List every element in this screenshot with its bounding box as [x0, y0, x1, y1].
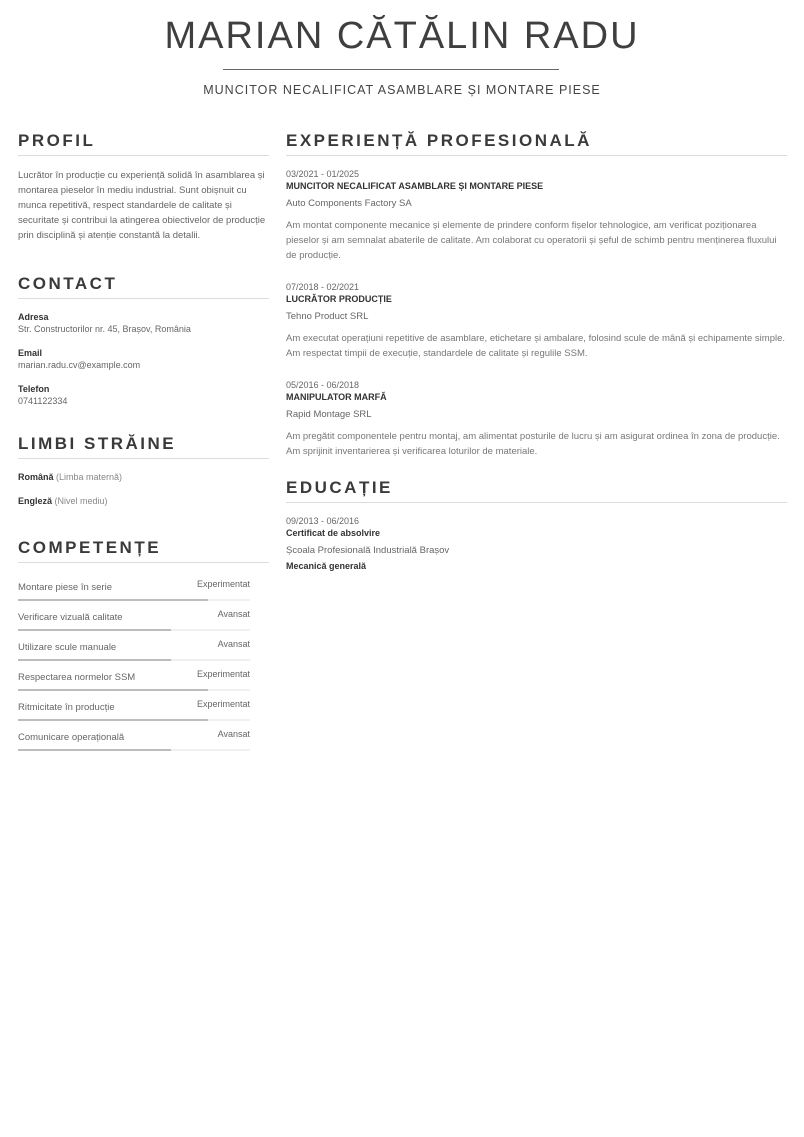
job-date: 07/2018 - 02/2021 — [286, 282, 360, 292]
profile-heading: PROFIL — [18, 130, 269, 156]
skill-level: Avansat — [217, 609, 250, 619]
skill-item — [18, 691, 250, 721]
experience-heading: EXPERIENȚĂ PROFESIONALĂ — [286, 130, 787, 156]
education-date: 09/2013 - 06/2016 — [286, 516, 360, 526]
contact-label: Email — [18, 348, 43, 358]
skill-item — [18, 721, 250, 751]
job-description: Am montat componente mecanice și elemente de prindere conform fișelor tehnologice, am verificat poziționarea pieselor și am semnalat abaterile de calitate. Am colaborat cu operatorii și șeful de schimb pentru menținerea fluxului de producție. — [286, 220, 777, 261]
candidate-name: MARIAN CĂTĂLIN RADU — [164, 15, 640, 57]
skill-name: Utilizare scule manuale — [18, 642, 117, 653]
contact-section — [18, 273, 269, 407]
job-description: Am pregătit componentele pentru montaj, am alimentat posturile de lucru și am asigurat ordinea în zona de producție. Am sprijinit inventarierea și verificarea loturilor de materiale. — [286, 431, 780, 457]
education-field: Mecanică generală — [286, 561, 367, 571]
job-date: 05/2016 - 06/2018 — [286, 380, 360, 390]
skill-name: Montare piese în serie — [18, 582, 112, 593]
skill-level: Experimentat — [196, 669, 250, 679]
job-date: 03/2021 - 01/2025 — [286, 169, 360, 179]
skill-name: Comunicare operațională — [18, 732, 125, 743]
skill-bar-track — [18, 749, 250, 751]
education-degree: Certificat de absolvire — [286, 528, 381, 538]
address-value: Str. Constructorilor nr. 45, Brașov, România — [18, 324, 191, 334]
skill-item — [18, 571, 250, 601]
job-description: Am executat operațiuni repetitive de asamblare, etichetare și ambalare, folosind scule de mână și echipamente simple. Am respectat timpii de execuție, standardele de calitate și regulile SSM. — [286, 333, 786, 359]
education-entry — [286, 515, 787, 573]
left-column — [18, 130, 269, 751]
language-level: (Nivel mediu) — [54, 496, 108, 506]
job-company: Tehno Product SRL — [286, 311, 369, 322]
skill-level: Avansat — [217, 639, 250, 649]
skill-item — [18, 661, 250, 691]
language-item — [18, 495, 269, 507]
job-entry — [286, 379, 787, 459]
skill-name: Respectarea normelor SSM — [18, 672, 136, 683]
language-item — [18, 471, 269, 483]
job-company: Auto Components Factory SA — [286, 198, 412, 209]
job-role: MUNCITOR NECALIFICAT ASAMBLARE ȘI MONTARE PIESE — [286, 181, 544, 191]
education-heading: EDUCAȚIE — [286, 477, 787, 503]
job-entry — [286, 168, 787, 263]
skill-level: Experimentat — [196, 579, 250, 589]
profile-section — [18, 130, 269, 243]
language-name: Română — [18, 472, 54, 482]
language-name: Engleză — [18, 496, 53, 506]
contact-phone — [18, 383, 269, 407]
job-entry — [286, 281, 787, 361]
profile-text: Lucrător în producție cu experiență solidă în asamblarea și montarea pieselor în mediu industrial. Sunt obișnuit cu munca repetitivă, respect standardele de calitate și securitate și contribui la atingerea obiectivelor de producție prin disciplină și atenție constantă la detalii. — [18, 170, 266, 241]
contact-label: Adresa — [18, 312, 49, 322]
contact-label: Telefon — [18, 384, 50, 394]
contact-address — [18, 311, 269, 335]
skill-bar-fill — [18, 749, 171, 751]
skill-name: Ritmicitate în producție — [18, 702, 115, 713]
languages-heading: LIMBI STRĂINE — [18, 433, 269, 459]
skill-level: Experimentat — [196, 699, 250, 709]
education-school: Școala Profesională Industrială Brașov — [286, 545, 450, 556]
language-level: (Limba maternă) — [56, 472, 123, 482]
education-section — [286, 477, 787, 573]
name-divider — [223, 69, 559, 70]
email-value[interactable]: marian.radu.cv@example.com — [18, 360, 141, 370]
skill-item — [18, 631, 250, 661]
languages-section — [18, 433, 269, 507]
skills-list — [18, 571, 269, 751]
contact-email — [18, 347, 269, 371]
job-role: MANIPULATOR MARFĂ — [286, 392, 387, 402]
phone-value: 0741122334 — [18, 396, 68, 406]
job-role: LUCRĂTOR PRODUCȚIE — [286, 294, 392, 304]
candidate-title: MUNCITOR NECALIFICAT ASAMBLARE ȘI MONTARE PIESE — [203, 83, 601, 97]
experience-section — [286, 130, 787, 459]
right-column — [286, 130, 787, 573]
skill-item — [18, 601, 250, 631]
job-company: Rapid Montage SRL — [286, 409, 372, 420]
skill-name: Verificare vizuală calitate — [18, 612, 123, 623]
skills-section — [18, 537, 269, 751]
skills-heading: COMPETENȚE — [18, 537, 269, 563]
contact-heading: CONTACT — [18, 273, 269, 299]
skill-level: Avansat — [217, 729, 250, 739]
